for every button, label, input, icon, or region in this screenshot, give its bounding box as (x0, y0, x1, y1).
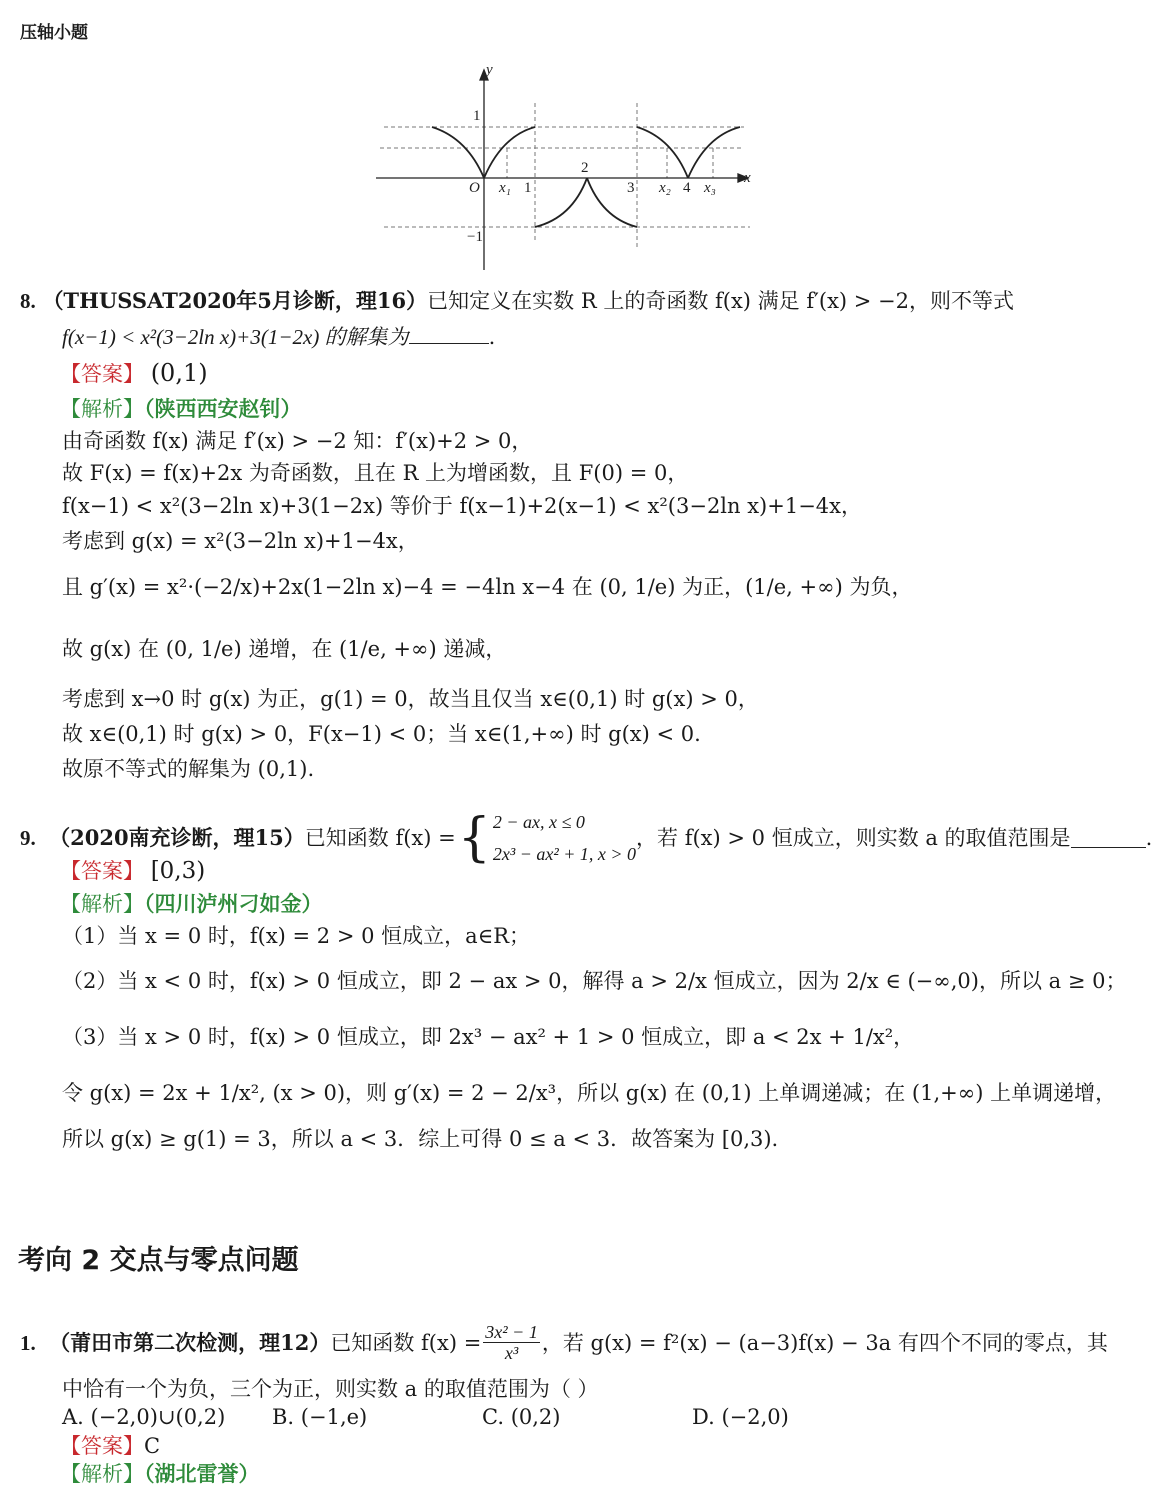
q9-stem-end: . (1145, 826, 1152, 850)
q9-analysis-row (60, 889, 323, 919)
q9-piecewise (493, 806, 636, 870)
q9-step-1: （1）当 x = 0 时，f(x) = 2 > 0 恒成立，a∈R； (62, 924, 531, 948)
q8-step-8: 故 x∈(0,1) 时 g(x) > 0，F(x−1) < 0；当 x∈(1,+∞) 时 g(x) < 0. (62, 722, 701, 746)
tick-1: 1 (524, 180, 532, 196)
q8-answer-label: 【答案】 (60, 362, 144, 386)
q8-step-6: 故 g(x) 在 (0, 1/e) 递增，在 (1/e, +∞) 递减， (62, 637, 507, 661)
q1-analysis-row (60, 1459, 260, 1489)
q9-source: （2020南充诊断，理15） (49, 825, 305, 850)
q9-brace: { (457, 808, 491, 868)
q1-option-a[interactable]: A. (−2,0)∪(0,2) (62, 1405, 226, 1429)
q8-number: 8. (20, 289, 36, 313)
function-graph-figure (372, 58, 762, 273)
q9-step-5: 所以 g(x) ≥ g(1) = 3，所以 a < 3．综上可得 0 ≤ a < 3．故答案为 [0,3). (62, 1127, 779, 1151)
q8-stem-text: 已知定义在实数 R 上的奇函数 f(x) 满足 f′(x) > −2，则不等式 (427, 289, 1015, 313)
q9-stem-pre: 已知函数 f(x) = (304, 826, 456, 850)
graph-guide-lines (380, 103, 750, 248)
q9-step-3: （3）当 x > 0 时，f(x) > 0 恒成立，即 2x³ − ax² + 1 > 0 恒成立，即 a < 2x + 1/x²， (62, 1025, 915, 1049)
q1-stem-post: ，若 g(x) = f²(x) − (a−3)f(x) − 3a 有四个不同的零点，其 (541, 1330, 1108, 1355)
origin-label: O (469, 180, 480, 196)
q9-answer-blank (1071, 829, 1146, 848)
tick-4: 4 (683, 180, 691, 196)
q9-analysis-label: 【解析】 (60, 892, 144, 916)
q8-step-1: 由奇函数 f(x) 满足 f′(x) > −2 知：f′(x)+2 > 0， (62, 429, 533, 453)
q1-stem-pre: 已知函数 f(x) = (330, 1330, 482, 1355)
q8-answer-row (60, 358, 208, 389)
q8-stem-end: . (488, 325, 496, 349)
tick-x3: x₃ (704, 180, 716, 196)
q9-answer-value: [0,3) (150, 858, 206, 884)
q1-answer-value: C (144, 1434, 161, 1458)
x-axis-label: x (744, 170, 751, 186)
q8-stem-line1 (20, 286, 1014, 316)
q8-analysis-row (60, 394, 302, 424)
tick-3: 3 (627, 180, 635, 196)
q8-step-2: 故 F(x) = f(x)+2x 为奇函数，且在 R 上为增函数，且 F(0) = 0， (62, 461, 689, 485)
q8-analysis-author: （陕西西安赵钊） (144, 396, 302, 421)
q1-option-d[interactable]: D. (−2,0) (692, 1405, 789, 1429)
q8-step-7: 考虑到 x→0 时 g(x) 为正，g(1) = 0，故当且仅当 x∈(0,1) 时 g(x) > 0， (62, 687, 759, 711)
q8-inequality: f(x−1) < x²(3−2ln x)+3(1−2x) 的解集为 (62, 325, 409, 349)
q8-step-5: 且 g′(x) = x²·(−2/x)+2x(1−2ln x)−4 = −4ln x−4 在 (0, 1/e) 为正，(1/e, +∞) 为负， (62, 575, 913, 599)
q8-step-9: 故原不等式的解集为 (0,1). (62, 757, 315, 781)
page-header-title: 压轴小题 (20, 23, 88, 43)
q9-step-4: 令 g(x) = 2x + 1/x², (x > 0)，则 g′(x) = 2 − 2/x³，所以 g(x) 在 (0,1) 上单调递减；在 (1,+∞) 上单调递增， (62, 1081, 1117, 1105)
q1-number: 1. (20, 1330, 36, 1355)
q1-analysis-label: 【解析】 (60, 1462, 144, 1486)
tick-x2: x₂ (659, 180, 671, 196)
q9-case1: 2 − ax, x ≤ 0 (492, 812, 585, 832)
tick-y-1: 1 (473, 108, 481, 124)
q1-fraction (483, 1322, 540, 1363)
tick-y-neg1: −1 (467, 229, 483, 245)
q1-option-c[interactable]: C. (0,2) (482, 1405, 561, 1429)
q8-answer-blank (409, 325, 489, 344)
tick-x1: x₁ (499, 180, 511, 196)
q9-answer-label: 【答案】 (60, 859, 144, 883)
q8-stem-line2 (62, 322, 495, 352)
q1-answer-label: 【答案】 (60, 1434, 144, 1458)
q1-source: （莆田市第二次检测，理12） (49, 1329, 331, 1355)
q9-number: 9. (20, 826, 36, 850)
q8-answer-value: (0,1) (150, 359, 208, 387)
q1-option-b[interactable]: B. (−1,e) (272, 1405, 368, 1429)
q9-stem-post: ，若 f(x) > 0 恒成立，则实数 a 的取值范围是 (636, 826, 1071, 850)
q1-stem-line2: 中恰有一个为负，三个为正，则实数 a 的取值范围为（ ） (62, 1377, 599, 1401)
q9-analysis-author: （四川泸州刁如金） (144, 891, 323, 916)
q8-step-3: f(x−1) < x²(3−2ln x)+3(1−2x) 等价于 f(x−1)+2(x−1) < x²(3−2ln x)+1−4x， (62, 494, 863, 518)
graph-curves (432, 127, 740, 227)
q9-answer-row (60, 856, 205, 886)
q1-frac-num: 3x² − 1 (485, 1322, 538, 1342)
y-axis-label: y (486, 62, 493, 78)
q9-case2: 2x³ − ax² + 1, x > 0 (492, 844, 637, 864)
q8-analysis-label: 【解析】 (60, 397, 144, 421)
tick-2: 2 (581, 160, 589, 176)
q8-source: （THUSSAT2020年5月诊断，理16） (42, 288, 428, 313)
q1-analysis-author: （湖北雷誉） (144, 1461, 260, 1486)
section-title: 考向 2 交点与零点问题 (18, 1245, 299, 1276)
q1-answer-row (60, 1431, 160, 1461)
q1-stem (20, 1322, 1108, 1363)
q1-frac-den: x³ (504, 1343, 519, 1363)
q8-step-4: 考虑到 g(x) = x²(3−2ln x)+1−4x， (62, 529, 419, 553)
q9-step-2: （2）当 x < 0 时，f(x) > 0 恒成立，即 2 − ax > 0，解得 a > 2/x 恒成立，因为 2/x ∈ (−∞,0)，所以 a ≥ 0； (62, 969, 1127, 993)
